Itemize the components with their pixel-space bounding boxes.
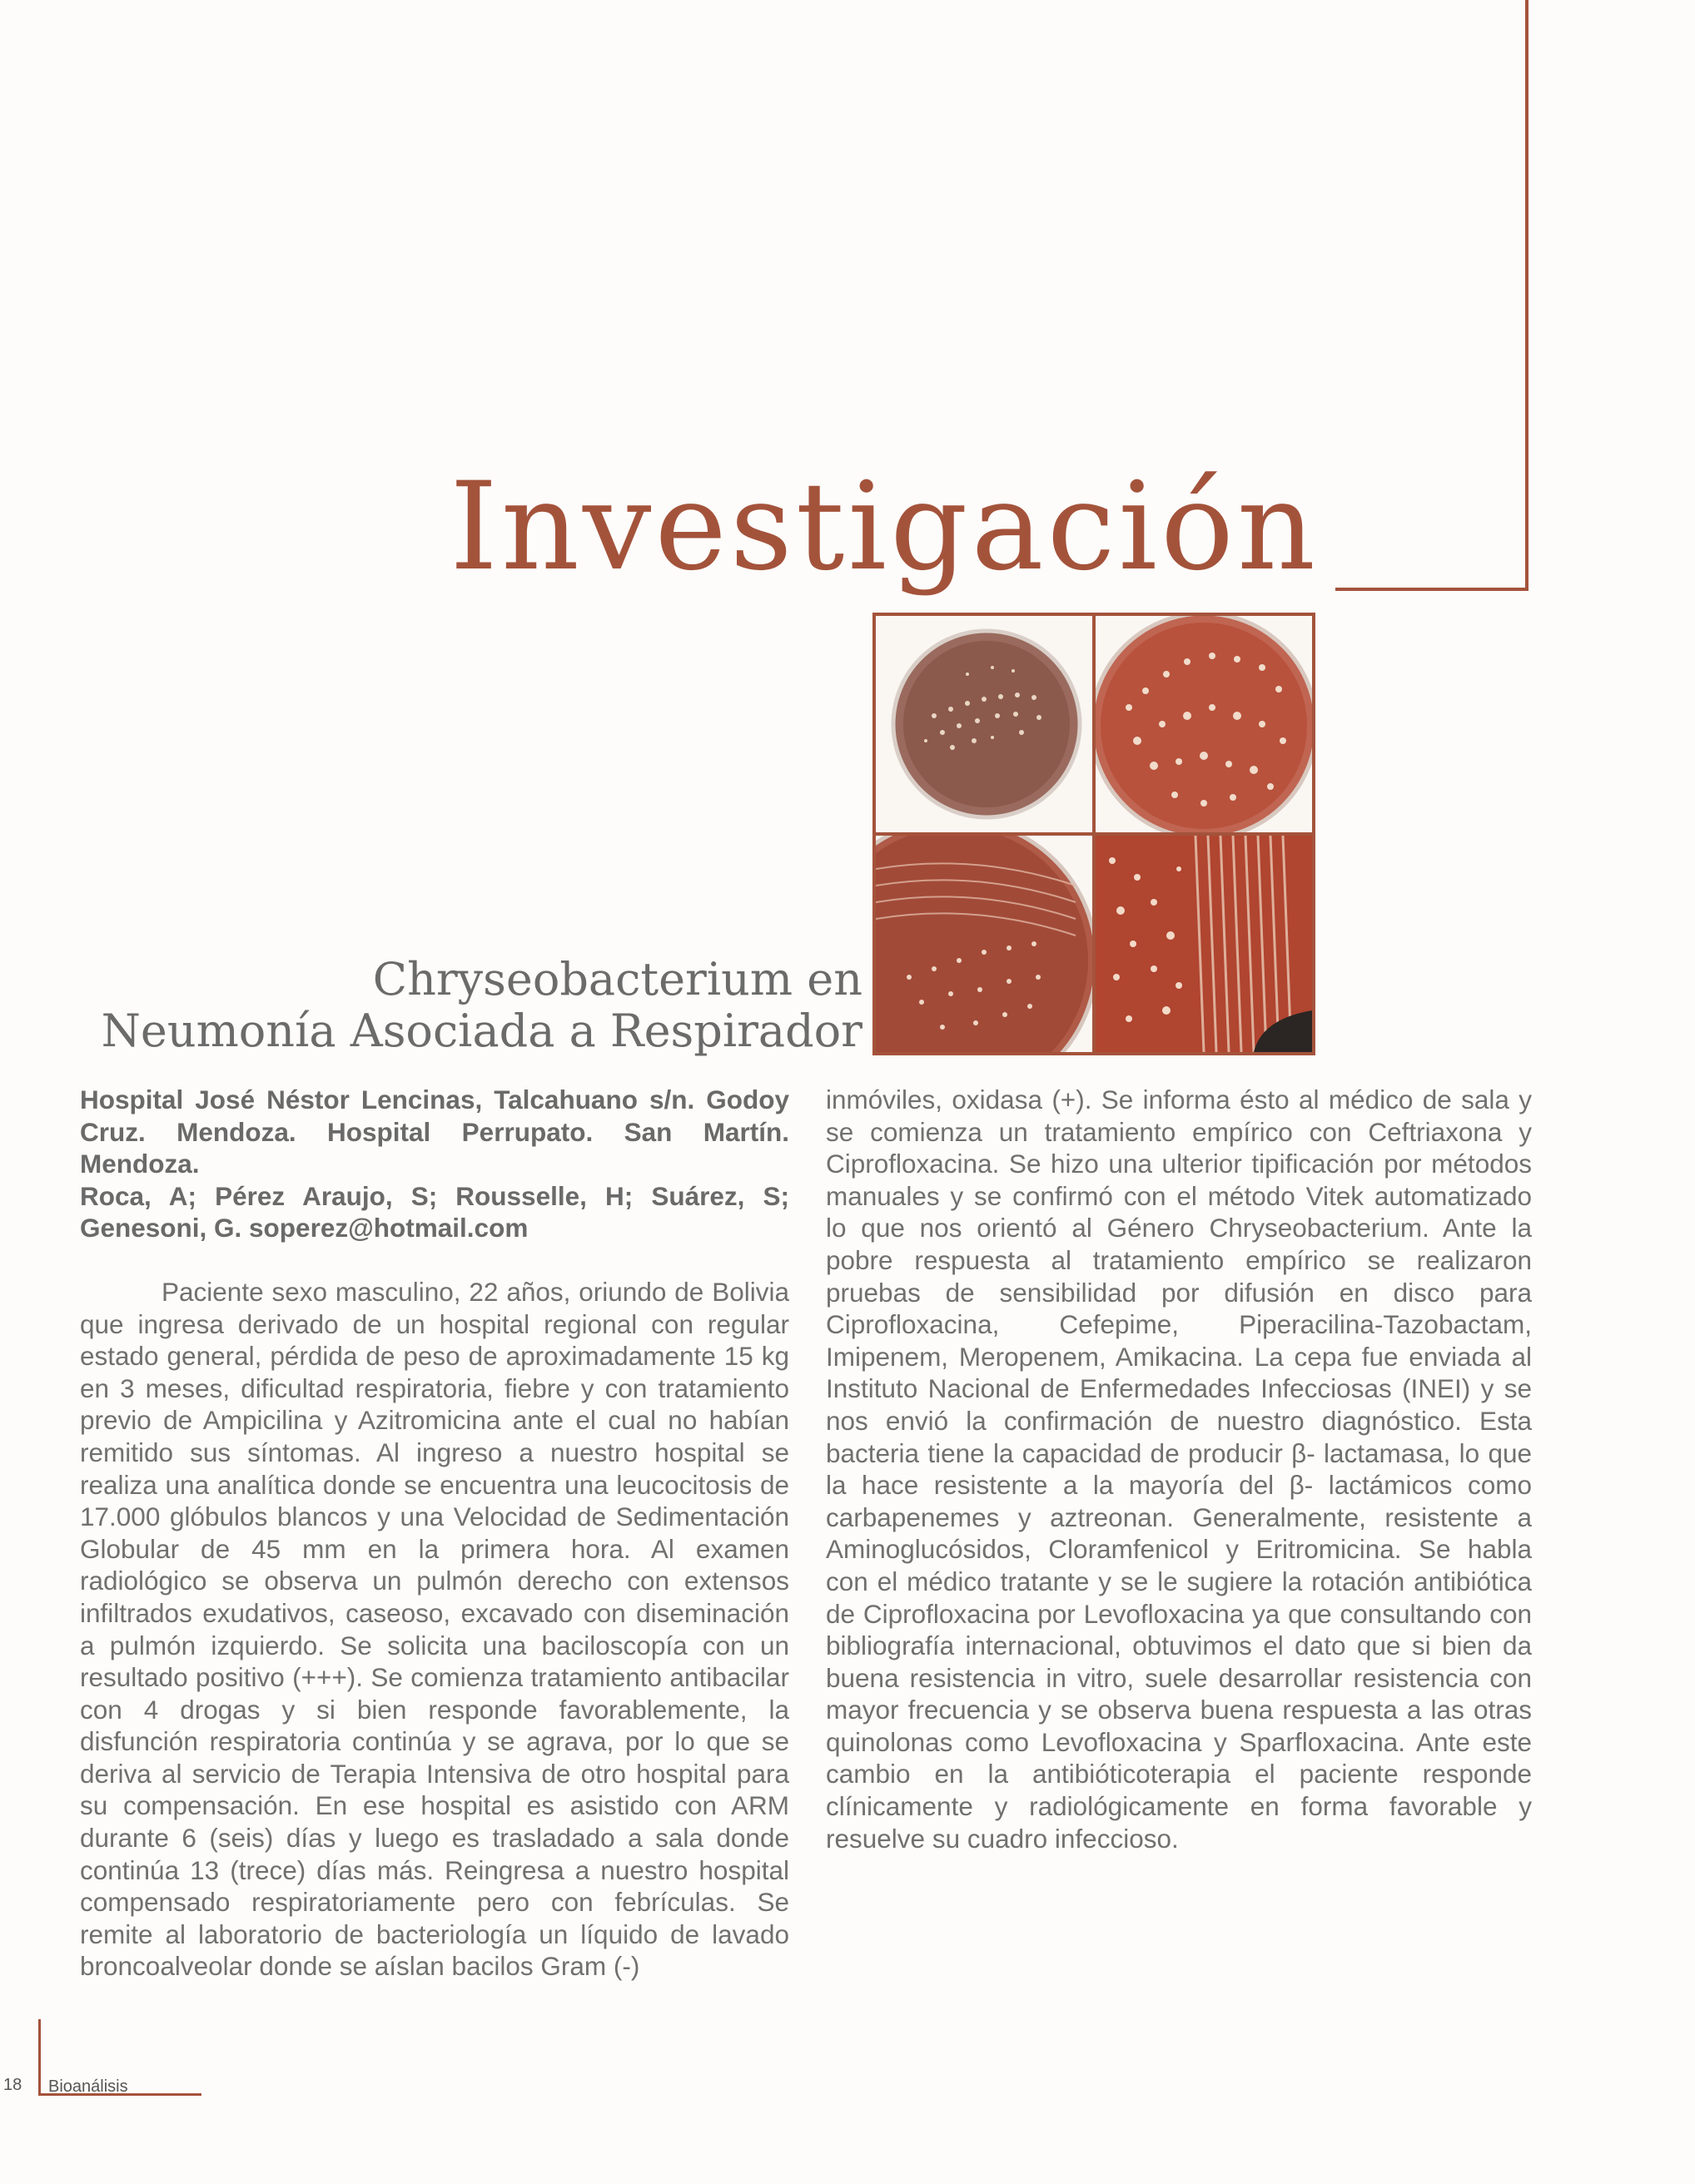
decorative-frame-vertical bbox=[1525, 0, 1528, 591]
article-title-line-1: Chryseobacterium en bbox=[372, 953, 862, 1005]
article-column-left bbox=[80, 1084, 789, 1983]
decorative-frame-horizontal bbox=[1335, 588, 1528, 591]
article-body-left: Paciente sexo masculino, 22 años, oriundo de Bolivia que ingresa derivado de un hospital regional con regular estado general, pérdida de peso de aproximadamente 15 kg en 3 meses, dificultad respiratoria, fiebre y con tratamiento previo de Ampicilina y Azitromicina ante el cual no habían remitido sus síntomas. Al ingreso a nuestro hospital se realiza una analítica donde se encuentra una leucocitosis de 17.000 glóbulos blancos y una Velocidad de Sedimentación Globular de 45 mm en la primera hora. Al examen radiológico se observa un pulmón derecho con extensos infiltrados exudativos, caseoso, excavado con diseminación a pulmón izquierdo. Se solicita una baciloscopía con un resultado positivo (+++). Se comienza tratamiento antibacilar con 4 drogas y si bien responde favorablemente, la disfunción respiratoria continúa y se agrava, por lo que se deriva al servicio de Terapia Intensiva de otro hospital para su compensación. En ese hospital es asistido con ARM durante 6 (seis) días y luego es trasladado a sala donde continúa 13 (trece) días más. Reingresa a nuestro hospital compensado respiratoriamente pero con febrículas. Se remite al laboratorio de bacteriología un líquido de lavado broncoalveolar donde se aíslan bacilos Gram (-) bbox=[80, 1276, 789, 1982]
section-title: Investigación bbox=[450, 456, 1319, 598]
footer-rule-vertical bbox=[38, 2019, 41, 2096]
culture-plate-photo-4 bbox=[1096, 836, 1312, 1052]
culture-photo-grid bbox=[872, 613, 1315, 1055]
culture-plate-photo-2 bbox=[1096, 616, 1312, 832]
culture-plate-photo-1-icon bbox=[876, 616, 1092, 832]
culture-plate-photo-4-icon bbox=[1096, 836, 1312, 1052]
page-number: 18 bbox=[3, 2076, 22, 2094]
article-title-line-2: Neumonía Asociada a Respirador bbox=[101, 1005, 862, 1057]
culture-plate-photo-3-icon bbox=[876, 836, 1092, 1052]
article-column-right bbox=[826, 1084, 1532, 1854]
article-title bbox=[102, 954, 862, 1057]
culture-plate-photo-2-icon bbox=[1096, 616, 1312, 832]
article-affiliation: Hospital José Néstor Lencinas, Talcahuano s/n. Godoy Cruz. Mendoza. Hospital Perrupato. San Martín. Mendoza. bbox=[80, 1085, 789, 1179]
magazine-name: Bioanálisis bbox=[48, 2077, 128, 2096]
culture-plate-photo-1 bbox=[876, 616, 1092, 832]
article-body-right: inmóviles, oxidasa (+). Se informa ésto al médico de sala y se comienza un tratamiento empírico con Ceftriaxona y Ciprofloxacina. Se hizo una ulterior tipificación por métodos manuales y se confirmó con el método Vitek automatizado lo que nos orientó al Género Chryseobacterium. Ante la pobre respuesta al tratamiento empírico se realizaron pruebas de sensibilidad por difusión en disco para Ciprofloxacina, Cefepime, Piperacilina-Tazobactam, Imipenem, Meropenem, Amikacina. La cepa fue enviada al Instituto Nacional de Enfermedades Infecciosas (INEI) y se nos envió la confirmación de nuestro diagnóstico. Esta bacteria tiene la capacidad de producir β- lactamasa, lo que la hace resistente a la mayoría del β- lactámicos como carbapenemes y aztreonan. Generalmente, resistente a Aminoglucósidos, Cloramfenicol y Eritromicina. Se habla con el médico tratante y se le sugiere la rotación antibiótica de Ciprofloxacina por Levofloxacina ya que consultando con bibliografía internacional, obtuvimos el dato que si bien da buena resistencia in vitro, suele desarrollar resistencia con mayor frecuencia y se observa buena respuesta a las otras quinolonas como Levofloxacina y Sparfloxacina. Ante este cambio en la antibióticoterapia el paciente responde clínicamente y radiológicamente en forma favorable y resuelve su cuadro infeccioso. bbox=[826, 1085, 1532, 1854]
culture-plate-photo-3 bbox=[876, 836, 1092, 1052]
article-authors: Roca, A; Pérez Araujo, S; Rousselle, H; Suárez, S; Genesoni, G. soperez@hotmail.com bbox=[80, 1180, 789, 1243]
